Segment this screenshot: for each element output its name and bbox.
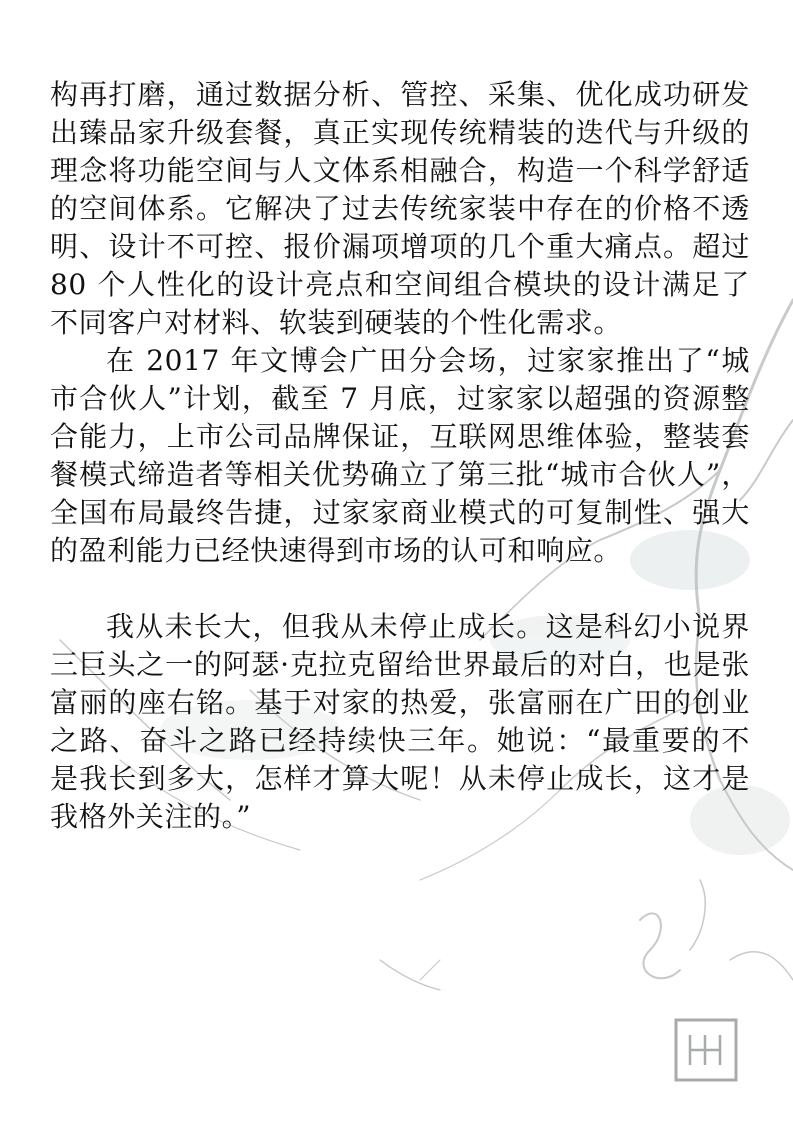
- article-body: [50, 76, 750, 836]
- paragraph-gap: [50, 570, 750, 608]
- paragraph-1: 构再打磨，通过数据分析、管控、采集、优化成功研发出臻品家升级套餐，真正实现传统精装的迭代与升级的理念将功能空间与人文体系相融合，构造一个科学舒适的空间体系。它解决了过去传统家装中存在的价格不透明、设计不可控、报价漏项增项的几个重大痛点。超过 80 个人性化的设计亮点和空间组合模块的设计满足了不同客户对材料、软装到硬装的个性化需求。: [50, 78, 750, 339]
- paragraph-3: 我从未长大，但我从未停止成长。这是科幻小说界三巨头之一的阿瑟·克拉克留给世界最后的对白，也是张富丽的座右铭。基于对家的热爱，张富丽在广田的创业之路、奋斗之路已经持续快三年。她说：“最重要的不是我长到多大，怎样才算大呢！从未停止成长，这才是我格外关注的。”: [50, 610, 750, 833]
- seal-stamp-mark: [676, 1020, 736, 1080]
- paragraph-2: 在 2017 年文博会广田分会场，过家家推出了“城市合伙人”计划，截至 7 月底，过家家以超强的资源整合能力，上市公司品牌保证，互联网思维体验，整装套餐模式缔造者等相关优势确立了第三批“城市合伙人”，全国布局最终告捷，过家家商业模式的可复制性、强大的盈利能力已经快速得到市场的认可和响应。: [50, 344, 750, 567]
